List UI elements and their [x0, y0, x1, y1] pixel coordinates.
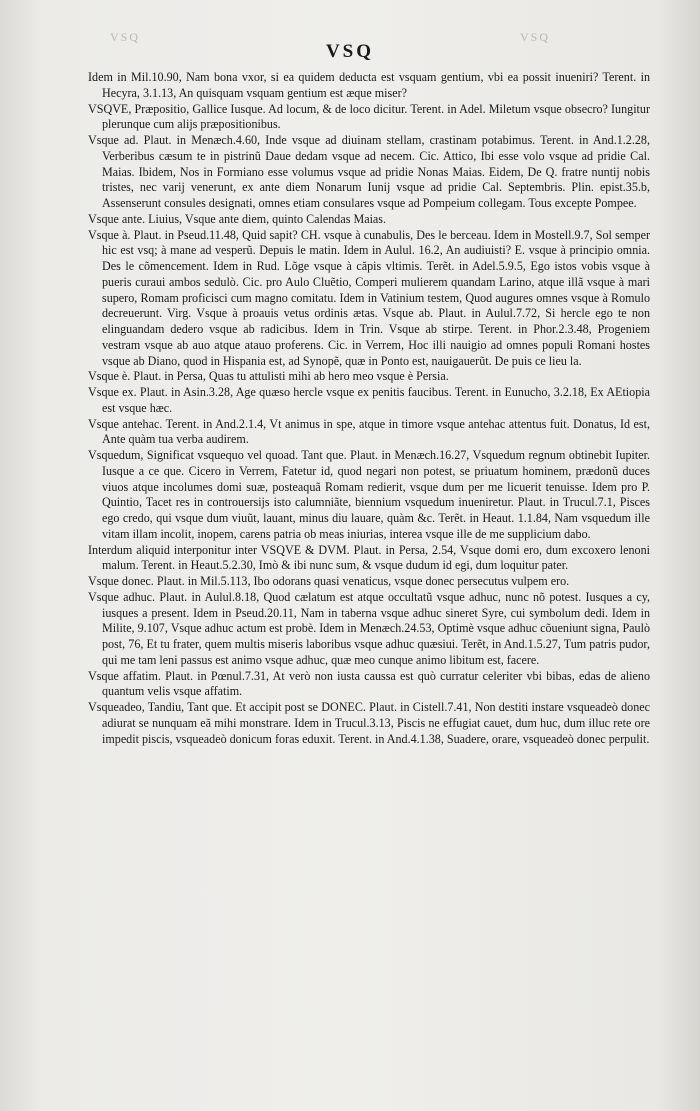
entry-vsque-praepositio: VSQVE, Præpositio, Gallice Iusque. Ad locum, & de loco dicitur. Terent. in Adel. Miletum vsque obsecro? Iungitur plerunque cum alijs præpositionibus.	[88, 101, 650, 132]
entry-vsqueadeo: Vsqueadeo, Tandiu, Tant que. Et accipit post se DONEC. Plaut. in Cistell.7.41, Non destiti instare vsqueadeò donec adiurat se nunquam eã mihi monstrare. Idem in Trucul.3.13, Piscis ne effugiat cauet, dum huc, dum illuc rete ore impedit piscis, vsqueadeò donicum foras eduxit. Terent. in And.4.1.38, Suadere, orare, vsqueadeò donec perpulit.	[88, 700, 650, 746]
text-column	[88, 70, 650, 747]
entry-vsque-affatim: Vsque affatim. Plaut. in Pœnul.7.31, At verò non iusta caussa est quò curratur celeriter vbi bibas, edas de alieno quantum velis vsque affatim.	[88, 668, 650, 699]
entry-vsque-a: Vsque à. Plaut. in Pseud.11.48, Quid sapit? CH. vsque à cunabulis, Des le berceau. Idem in Mostell.9.7, Sol semper hic est vsq; à mane ad vesperũ. Depuis le matin. Idem in Aulul. 16.2, An audiuisti? E. vsque à principio omnia. Des le cõmencement. Idem in Rud. Lõge vsque à căpis vltimis. Terẽt. in Adel.5.9.5, Ego istos vobis vsque à pueris curaui ambos sedulò. Cic. pro Aulo Cluẽtio, Comperi mulierem quandam Larino, atque illã vsque à mari supero, Romam proficisci cum magno comitatu. Idem in Vatinium testem, Quod augures omnes vsque à Romulo decreuerunt. Virg. Vsque à proauis vetus ordinis ætas. Vsque ab. Plaut. in Aulul.7.72, Si hercle ego te non elinguandam dedero vsque ab radicibus. Idem in Trin. Vsque ab stirpe. Terent. in Phor.2.3.48, Progeniem vestram vsque ab auo atque atauo proferens. Cic. in Verrem, Hoc illi nauigio ad omnes populi Romani hostes vsque ab Diano, quod in Hispania est, ad Synopẽ, quæ in Ponto est, nauigauerũt. De puis ce lieu la.	[88, 227, 650, 368]
entry-vsque-adhuc: Vsque adhuc. Plaut. in Aulul.8.18, Quod cælatum est atque occultatũ vsque adhuc, nunc nõ potest. Iusques a cy, iusques a present. Idem in Pseud.20.11, Nam in taberna vsque adhuc sineret Syre, cui symbolum dedi. Idem in Milite, 9.107, Vsque adhuc actum est probè. Idem in Menæch.24.53, Optimè vsque adhuc cõueniunt signa, Paulò post, 76, Et tu frater, quem multis miseris laboribus vsque adhuc quæsiui. Terẽt, in And.1.5.27, Tum patris pudor, qui me tam leni passus est animo vsque adhuc, quæ meo cunque animo libitum est, facere.	[88, 589, 650, 667]
running-head: VSQ	[325, 41, 375, 62]
entry-vsque-antehac: Vsque antehac. Terent. in And.2.1.4, Vt animus in spe, atque in timore vsque antehac attentus fuit. Donatus, Id est, Ante quàm tua verba audirem.	[88, 416, 650, 447]
entry-vsquam-continued: Idem in Mil.10.90, Nam bona vxor, si ea quidem deducta est vsquam gentium, vbi ea possit inueniri? Terent. in Hecyra, 3.1.13, An quisquam vsquam gentium est æque miser?	[88, 70, 650, 100]
entry-interdum: Interdum aliquid interponitur inter VSQVE & DVM. Plaut. in Persa, 2.54, Vsque domi ero, dum excoxero lenoni malum. Terent. in Heaut.5.2.30, Imò & ibi nunc sum, & vsque dudum id egi, dum loquitur pater.	[88, 542, 650, 573]
entry-vsque-ante: Vsque ante. Liuius, Vsque ante diem, quinto Calendas Maias.	[88, 211, 387, 226]
entry-vsque-e: Vsque è. Plaut. in Persa, Quas tu attulisti mihi ab hero meo vsque è Persia.	[88, 369, 449, 384]
bleed-through-header-right: VSQ	[520, 30, 551, 44]
bleed-through-header-left: VSQ	[110, 30, 141, 44]
entry-vsque-donec: Vsque donec. Plaut. in Mil.5.113, Ibo odorans quasi venaticus, vsque donec persecutus vulpem ero.	[88, 574, 570, 588]
entry-vsque-ex: Vsque ex. Plaut. in Asin.3.28, Age quæso hercle vsque ex penitis faucibus. Terent. in Eunucho, 3.2.18, Ex AEtiopia est vsque hæc.	[88, 385, 650, 415]
entry-vsquedum: Vsquedum, Significat vsquequo vel quoad. Tant que. Plaut. in Menæch.16.27, Vsquedum regnum obtinebit Iupiter. Iusque a ce que. Cicero in Verrem, Fatetur id, quod negari non potest, se priuatum hominem, prædonũ duces viuos atque incolumes domi suæ, posteaquã Romam redierit, vsque dum per me licuerit tenuisse. Idem pro P. Quintio, Tacet res in controuersijs isto calumniãte, biennium vsquedum inueniretur. Plaut. in Trucul.7.1, Pisces ego credo, qui vsque dum viuũt, lauant, minus diu lauare, quàm &c. Terẽt. in Heaut. 1.1.84, Nam vsquedum ille vitam illam incolit, inopem, carens patria ob meas iniurias, interea vsque ille de me supplicium dabo.	[88, 448, 650, 541]
entry-vsque-ad: Vsque ad. Plaut. in Menæch.4.60, Inde vsque ad diuinam stellam, crastinam potabimus. Terent. in And.1.2.28, Verberibus cæsum te in pistrinũ Daue dedam vsque ad necem. Cic. Attico, Ibi esse volo vsque ad pridie Cal. Maias. Ibidem, Nos in Formiano esse volumus vsque ad pridie Nonas Maias. Eidem, De Q. fratre nuntij nobis tristes, nec varij venerunt, ex ante diem Nonarum Iunij vsque ad pridie Cal. Septembris. Plin. epist.35.b, Assenserunt consules designati, omnes etiam consulares vsque ad Pompeium collegam. Tous excepte Pompee.	[88, 133, 650, 210]
